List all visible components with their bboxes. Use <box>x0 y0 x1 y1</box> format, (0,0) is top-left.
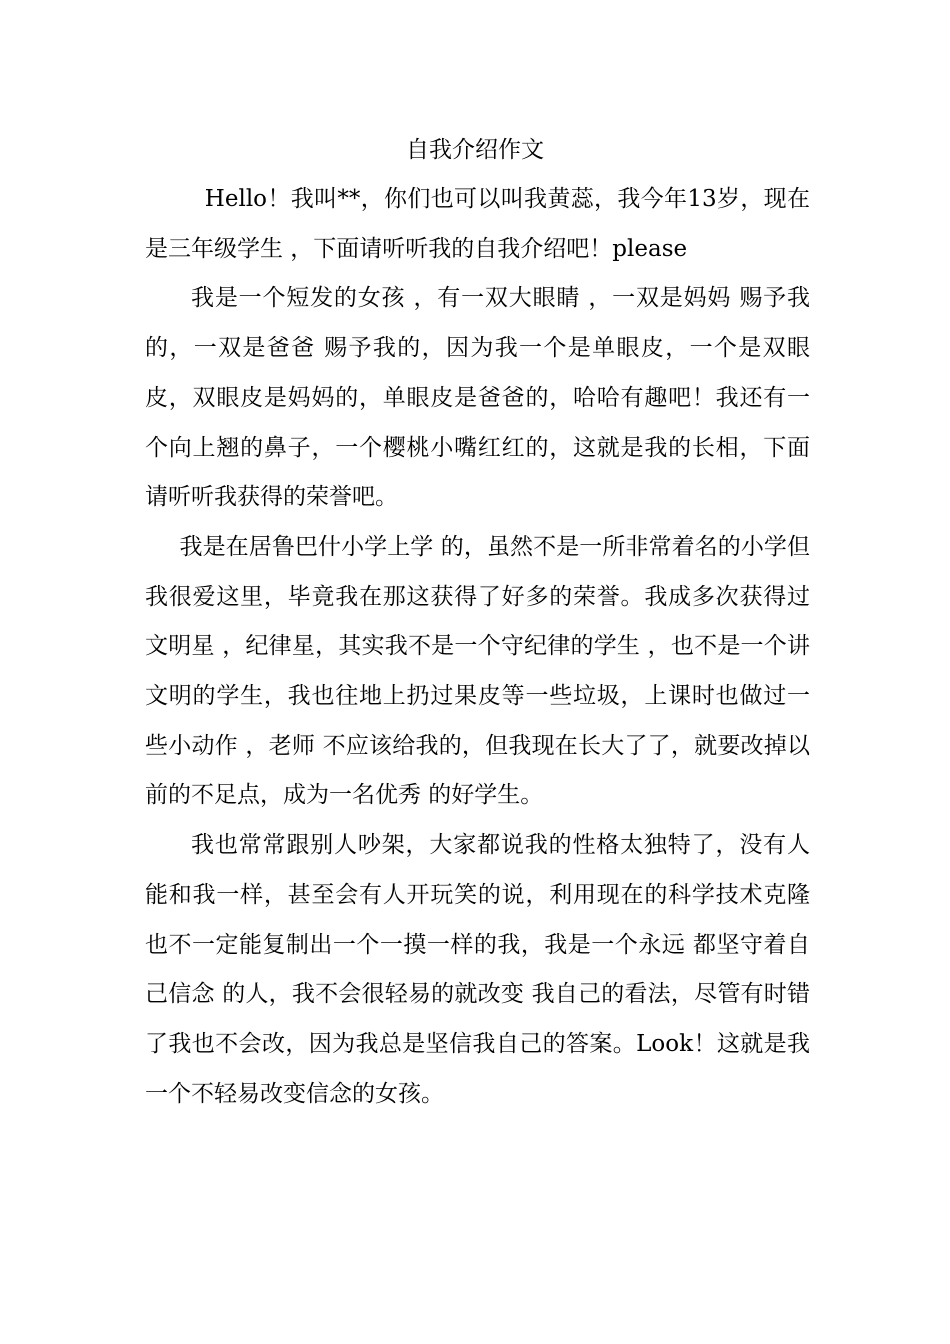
paragraph-personality: 我也常常跟别人吵架，大家都说我的性格太独特了，没有人能和我一样，甚至会有人开玩笑的说，利用现在的科学技术克隆也不一定能复制出一个一摸一样的我，我是一个永远 都坚守着自己信念 的人，我不会很轻易的就改变 我自己的看法，尽管有时错了我也不会改，因为我总是坚信我自己的答案。Look！这就是我一个不轻易改变信念的女孩。 <box>145 832 810 1107</box>
document-title: 自我介绍作文 <box>406 137 544 163</box>
paragraph-intro: Hello！我叫**，你们也可以叫我黄蕊，我今年13岁，现在是三年级学生 ，下面请听听我的自我介绍吧！please <box>145 186 810 262</box>
document-body <box>145 175 810 1119</box>
paragraph-honors: 我是在居鲁巴什小学上学 的，虽然不是一所非常着名的小学但我很爱这里，毕竟我在那这获得了好多的荣誉。我成多次获得过文明星 ，纪律星，其实我不是一个守纪律的学生 ，也不是一个讲文明的学生，我也往地上扔过果皮等一些垃圾，上课时也做过一些小动作 ，老师 不应该给我的，但我现在长大了了，就要改掉以前的不足点，成为一名优秀 的好学生。 <box>145 533 810 809</box>
paragraph-appearance: 我是一个短发的女孩 ，有一双大眼睛 ，一双是妈妈 赐予我的，一双是爸爸 赐予我的，因为我一个是单眼皮，一个是双眼皮，双眼皮是妈妈的，单眼皮是爸爸的，哈哈有趣吧！我还有一个向上翘的鼻子，一个樱桃小嘴红红的，这就是我的长相，下面请听听我获得的荣誉吧。 <box>145 285 810 511</box>
